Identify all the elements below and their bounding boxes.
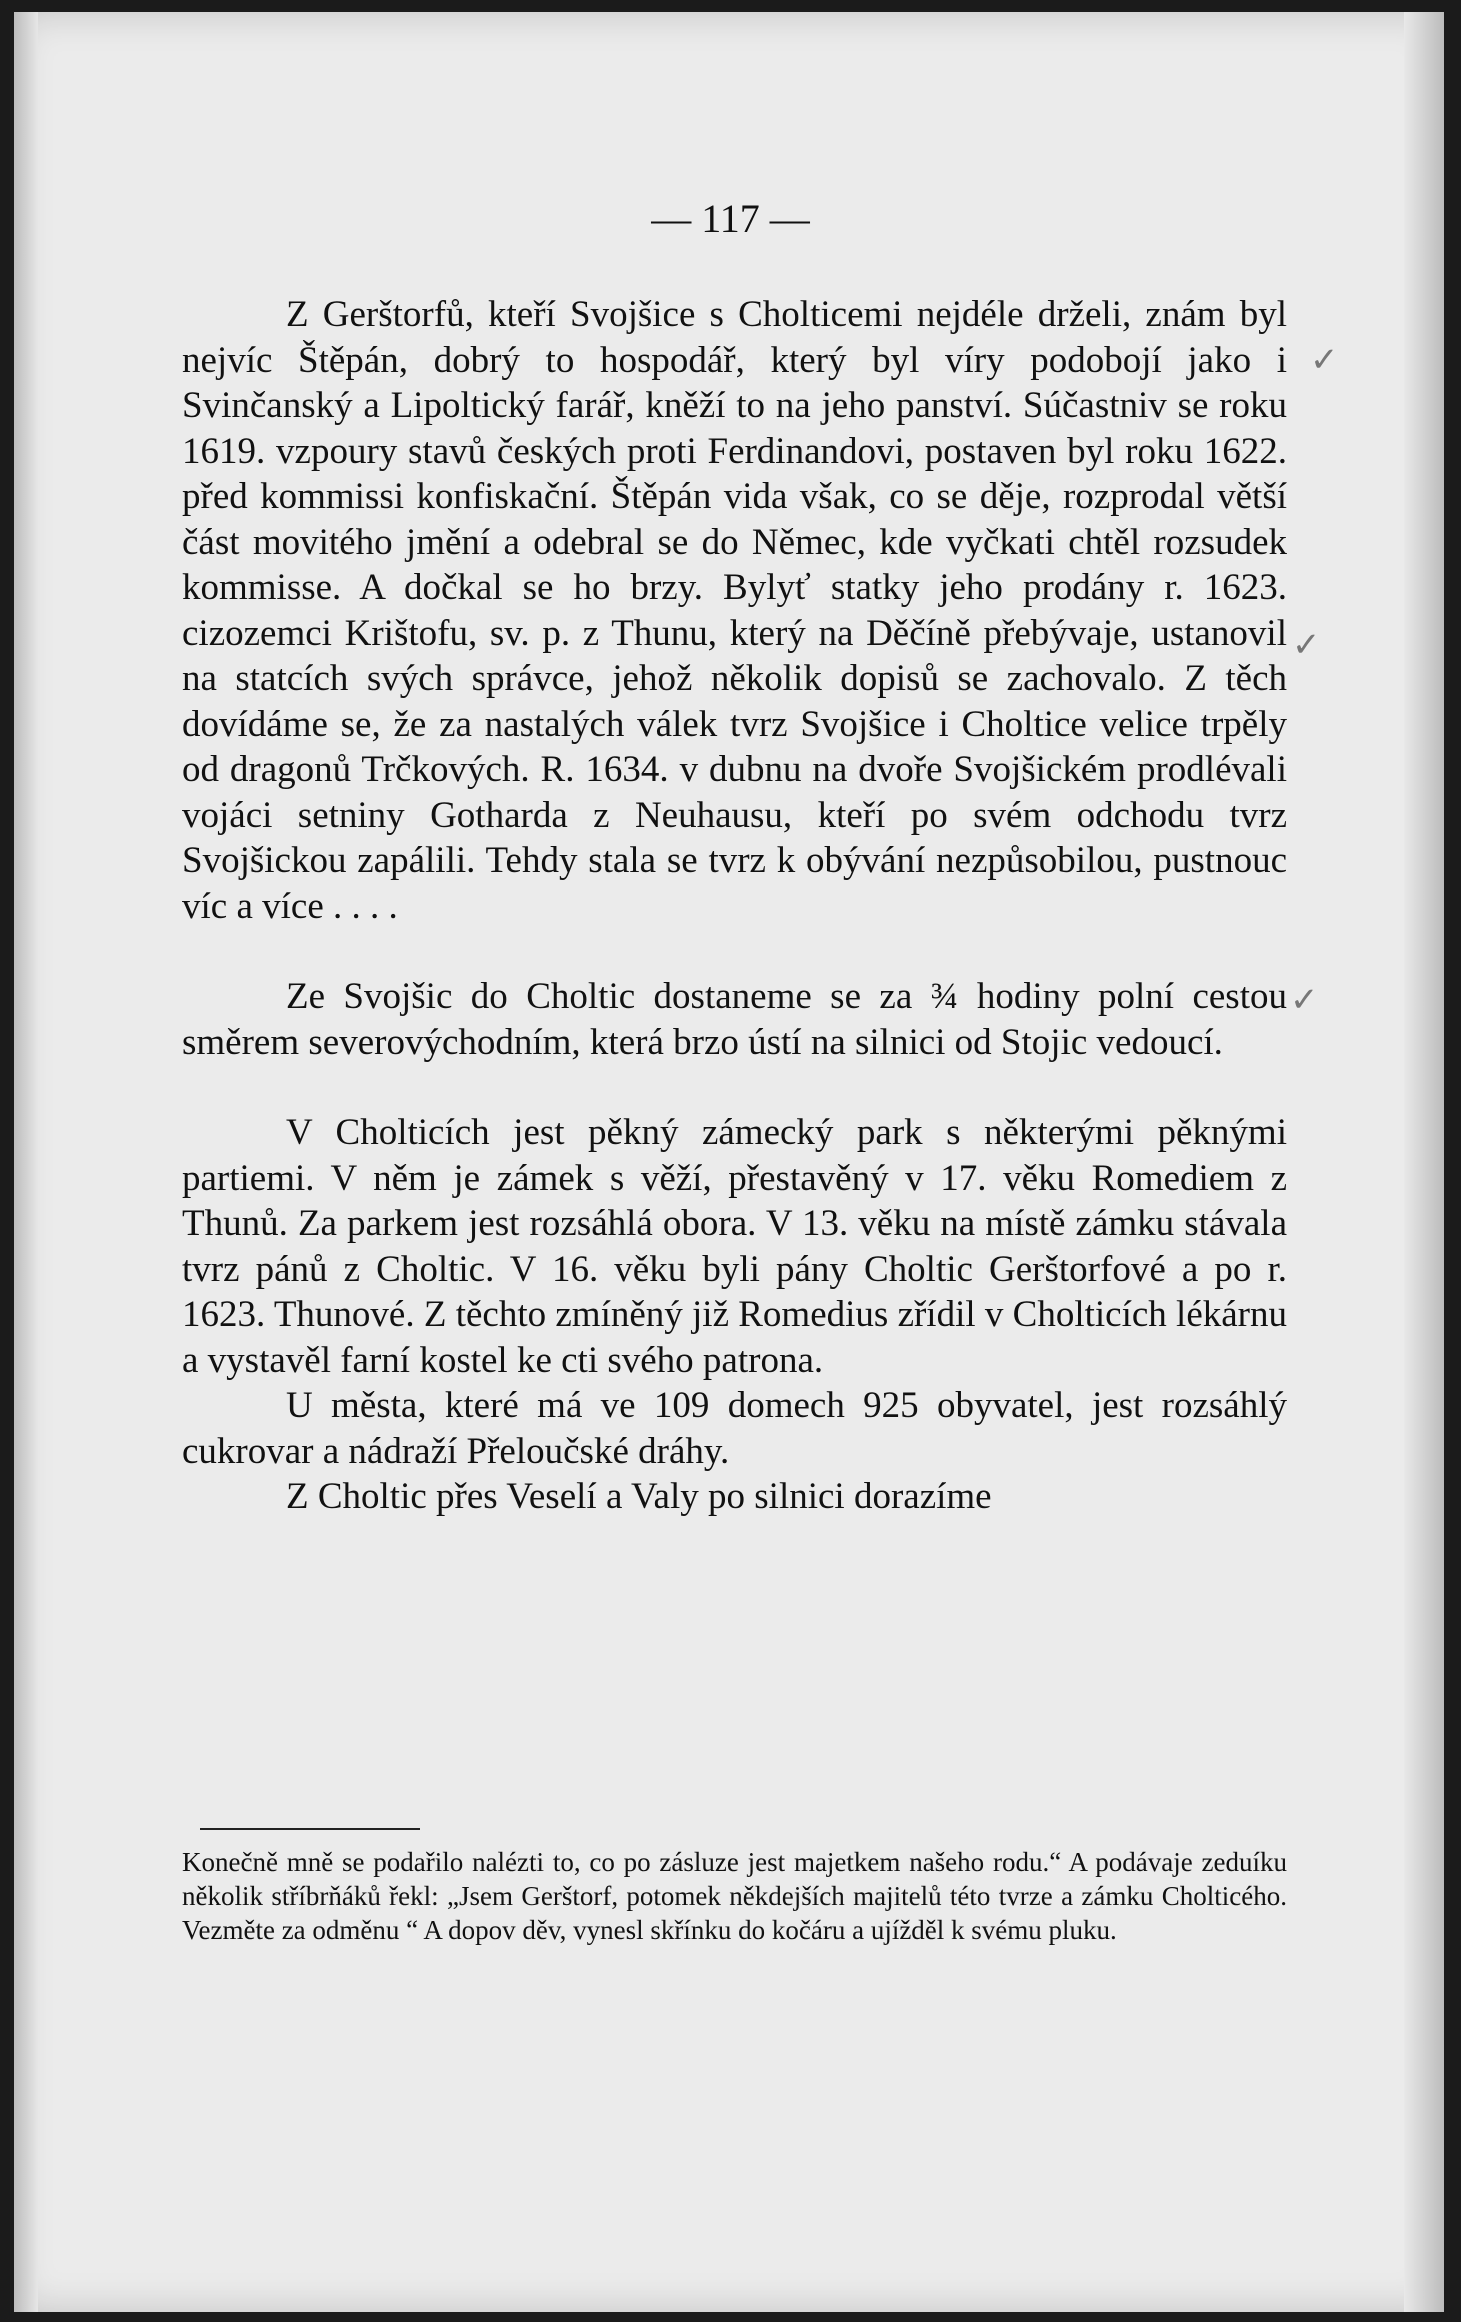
- page-left-shadow: [14, 12, 38, 2312]
- margin-pencil-mark: ✓: [1292, 627, 1321, 664]
- paragraph-route-choltice: Ze Svojšic do Choltic dostaneme se za ¾ hodiny polní cestou směrem severovýchodním, která brzo ústí na silnici od Stojic vedoucí.: [182, 976, 1287, 1063]
- page-right-shadow: [1404, 12, 1444, 2312]
- paragraph-choltice-park: V Cholticích jest pěkný zámecký park s některými pěknými partiemi. V něm je zámek s věží, přestavěný v 17. věku Romediem z Thunů. Za parkem jest rozsáhlá obora. V 13. věku na místě zámku stávala tvrz pánů z Choltic. V 16. věku byli pány Choltic Gerštorfové a po r. 1623. Thunové. Z těchto zmíněný již Romedius zřídil v Cholticích lékárnu a vystavěl farní kostel ke cti svého patrona.: [182, 1112, 1287, 1381]
- footnote-separator: [200, 1828, 420, 1830]
- paragraph-town: U města, které má ve 109 domech 925 obyvatel, jest rozsáhlý cukrovar a nádraží Přeloučské dráhy.: [182, 1385, 1287, 1472]
- main-text: [182, 292, 1287, 1520]
- margin-pencil-mark: ✓: [1290, 982, 1319, 1019]
- page-number: — 117 —: [651, 196, 810, 241]
- footnote-text: Konečně mně se podařilo nalézti to, co po zásluze jest majetkem našeho rodu.“ A podávaje zeduíku několik stříbrňáků řekl: „Jsem Gerštorf, potomek někdejších majitelů této tvrze a zámku Cholticého. Vezměte za odměnu “ A dopov děv, vynesl skřínku do kočáru a ujížděl k svému pluku.: [182, 1847, 1287, 1945]
- margin-pencil-mark: ✓: [1310, 342, 1339, 379]
- paragraph-gerstorf: Z Gerštorfů, kteří Svojšice s Cholticemi nejdéle drželi, znám byl nejvíc Štěpán, dobrý to hospodář, který byl víry podobojí jako i Svinčanský a Lipoltický farář, kněží to na jeho panství. Súčastniv se roku 1619. vzpoury stavů českých proti Ferdinandovi, postaven byl roku 1622. před kommissi konfiskační. Štěpán vida však, co se děje, rozprodal větší část movitého jmění a odebral se do Němec, kde vyčkati chtěl rozsudek kommisse. A dočkal se ho brzy. Bylyť statky jeho prodány r. 1623. cizozemci Krištofu, sv. p. z Thunu, který na Děčíně přebývaje, ustanovil na statcích svých správce, jehož několik dopisů se zachovalo. Z těch dovídáme se, že za nastalých válek tvrz Svojšice i Choltice velice trpěly od dragonů Trčkových. R. 1634. v dubnu na dvoře Svojšickém prodlévali vojáci setniny Gotharda z Neuhausu, kteří po svém odchodu tvrz Svojšickou zapálili. Tehdy stala se tvrz k obývání nezpůsobilou, pustnouc víc a více . . . .: [182, 294, 1287, 927]
- paragraph-continuation: Z Choltic přes Veselí a Valy po silnici dorazíme: [286, 1476, 992, 1517]
- footnote-block: [182, 1845, 1287, 1947]
